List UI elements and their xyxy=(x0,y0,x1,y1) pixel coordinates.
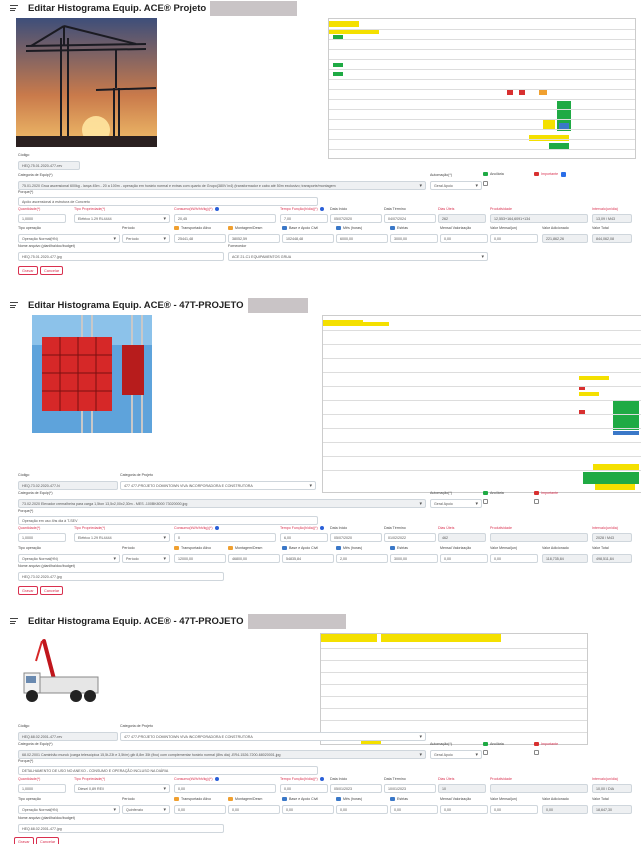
header xyxy=(10,0,297,16)
transportado-label: Transportado Ativo xyxy=(174,226,211,230)
wrench-icon xyxy=(228,797,233,801)
estrias-field[interactable]: 3000,00 xyxy=(390,234,438,243)
ancillary-label: Ancilária xyxy=(483,491,504,495)
automacao-select[interactable]: Geral Apoio ▾ xyxy=(430,181,482,190)
valor-adicionado-label: Valor Adicionado xyxy=(542,226,569,230)
quantidade-label: Quantidade(*) xyxy=(18,526,41,530)
importante-label: Importante xyxy=(534,491,558,495)
estrias-label: Estrias xyxy=(390,546,408,550)
categoria-select[interactable]: 73.02.2020 Elevador cremalheira para carga 1,5ton 13,5x2,00x2,30m - MES -100BK8000 73020000.jpg ▾ xyxy=(18,499,426,508)
budget-spreadsheet-2 xyxy=(322,315,641,493)
importante-icon xyxy=(534,491,539,495)
tipo-operacao-label: Tipo operação xyxy=(18,226,41,230)
porque-label: Porque(*) xyxy=(18,509,34,513)
truck-crane-image xyxy=(16,633,116,717)
montagem-label: Montagem/Desm xyxy=(228,226,262,230)
valor-total-field: 844,062,08 xyxy=(592,234,632,243)
codigo-label: Código xyxy=(18,153,30,157)
mensal-valorizacao-label: Mensal Valorização xyxy=(440,546,472,550)
arquivo-label: Nome arquivo (planilha/doc/budget) xyxy=(18,816,75,820)
ancillary-icon xyxy=(483,491,488,495)
intervalo-field: 2028 / M43 xyxy=(592,533,632,542)
page-title: Editar Histograma Equip. ACE® - 47T-PROJETO xyxy=(28,615,244,627)
redacted-block xyxy=(210,1,297,16)
dias-uteis-field: 262 xyxy=(438,214,486,223)
page-title: Editar Histograma Equip. ACE® Projeto xyxy=(28,2,207,14)
montagem-field[interactable]: 0,00 xyxy=(228,805,280,814)
transportado-label: Transportado Ativo xyxy=(174,797,211,801)
categoria-label: Categoria de Equip(*) xyxy=(18,742,53,746)
porque-label: Porque(*) xyxy=(18,759,34,763)
tempo-funcao-label: Tempo Função(h/dia)(*) xyxy=(280,526,324,530)
importante-checkbox[interactable] xyxy=(561,172,566,177)
tipo-propriedade-label: Tipo Propriedade(*) xyxy=(74,207,106,211)
importante-icon xyxy=(534,172,539,176)
dias-uteis-field: 10 xyxy=(438,784,486,793)
importante-checkbox[interactable] xyxy=(534,750,539,755)
data-inicio-field[interactable]: 05/07/2020 xyxy=(330,214,382,223)
redacted-block xyxy=(248,614,346,629)
mensal-valorizacao-label: Mensal Valorização xyxy=(440,797,472,801)
produtividade-label: Produtividade xyxy=(490,207,512,211)
periodo-select[interactable]: Quinfenzio ▾ xyxy=(122,805,170,814)
wrench-icon xyxy=(228,546,233,550)
tipo-propriedade-select[interactable]: Elétrico 1.29 RL4444 ▾ xyxy=(74,214,170,223)
data-inicio-field[interactable]: 05/07/2020 xyxy=(330,533,382,542)
dias-uteis-label: Dias Úteis xyxy=(438,526,455,530)
calendar-icon xyxy=(390,797,395,801)
data-termino-field[interactable]: 01/02/2022 xyxy=(384,533,436,542)
truck-icon xyxy=(174,226,179,230)
ancillary-icon xyxy=(483,742,488,746)
consumo-label: Consumo(kWh/hh/kg)(*) xyxy=(174,526,219,530)
produtividade-label: Produtividade xyxy=(490,526,512,530)
projeto-label: Categoria de Projeto xyxy=(120,473,153,477)
periodo-select[interactable]: Período ▾ xyxy=(122,234,170,243)
dias-uteis-field: 462 xyxy=(438,533,486,542)
mensal-valorizacao-label: Mensal Valorização xyxy=(440,226,472,230)
arquivo-field[interactable]: HEQ.75.01.2020-477.jpg xyxy=(18,252,224,261)
periodo-label: Período xyxy=(122,226,135,230)
quantidade-label: Quantidade(*) xyxy=(18,207,41,211)
base-apoio-field[interactable]: 54835,84 xyxy=(282,554,334,563)
categoria-select[interactable]: 75.01.2020 Grua ascensional 600kg - lança 45m - 20 a 100m - operação em horário normal e extras com quarto de Grupo(380V in4) (transformador e cabo até 50m exclusivo; transporte/montagem ▾ xyxy=(18,181,426,190)
budget-spreadsheet-3 xyxy=(320,633,588,745)
calendar-icon xyxy=(336,797,341,801)
ancillary-label: Ancilária xyxy=(483,742,504,746)
montagem-field[interactable]: 46800,00 xyxy=(228,554,280,563)
tempo-funcao-label: Tempo Função(h/dia)(*) xyxy=(280,207,324,211)
tipo-operacao-select[interactable]: Operação Normal(HN) ▾ xyxy=(18,805,120,814)
automacao-label: Automação(*) xyxy=(430,173,452,177)
valor-adicionado-label: Valor Adicionado xyxy=(542,797,569,801)
form-panel-1 xyxy=(10,0,636,282)
valor-total-label: Valor Total xyxy=(592,546,609,550)
mes-horas-label: Mês (horas) xyxy=(336,797,362,801)
tempo-funcao-field[interactable]: 6,00 xyxy=(280,533,328,542)
valor-mensal-label: Valor Mensal(un) xyxy=(490,797,518,801)
periodo-label: Período xyxy=(122,546,135,550)
valor-adicionado-field: 221,862,26 xyxy=(542,234,588,243)
importante-label: Importante xyxy=(534,172,558,176)
ancillary-checkbox[interactable] xyxy=(483,181,488,186)
info-icon[interactable] xyxy=(215,526,219,530)
cancel-button[interactable]: Cancelar xyxy=(40,586,63,595)
page-title: Editar Histograma Equip. ACE® - 47T-PROJETO xyxy=(28,299,244,311)
ancillary-label: Ancilária xyxy=(483,172,504,176)
produtividade-field xyxy=(490,533,588,542)
hamburger-menu-icon[interactable] xyxy=(10,5,18,11)
hamburger-menu-icon[interactable] xyxy=(10,302,18,308)
mensal-valorizacao-field[interactable]: 0,00 xyxy=(440,554,488,563)
categoria-label: Categoria de Equip(*) xyxy=(18,491,53,495)
automacao-select[interactable]: Geral Apoio ▾ xyxy=(430,750,482,759)
automacao-label: Automação(*) xyxy=(430,491,452,495)
projeto-select[interactable]: 477 477-PROJETO DOMINTOWN VIVA INCORPORADORA E CONSTRUTORA ▾ xyxy=(120,481,316,490)
valor-total-label: Valor Total xyxy=(592,226,609,230)
periodo-label: Período xyxy=(122,797,135,801)
estrias-field[interactable]: 3000,00 xyxy=(390,554,438,563)
intervalo-field: 13,09 / M43 xyxy=(592,214,632,223)
quantidade-field[interactable]: 1,0000 xyxy=(18,784,66,793)
consumo-label: Consumo(kWh/hh/kg)(*) xyxy=(174,207,219,211)
mensal-valorizacao-field[interactable]: 0,00 xyxy=(440,805,488,814)
crane-image xyxy=(16,18,157,147)
save-button[interactable]: Gravar xyxy=(14,837,34,844)
header xyxy=(10,613,346,629)
info-icon[interactable] xyxy=(320,777,324,781)
tempo-funcao-label: Tempo Função(h/dia)(*) xyxy=(280,777,324,781)
periodo-select[interactable]: Período ▾ xyxy=(122,554,170,563)
arquivo-label: Nome arquivo (planilha/doc/budget) xyxy=(18,564,75,568)
budget-spreadsheet-1 xyxy=(328,18,636,159)
tipo-propriedade-label: Tipo Propriedade(*) xyxy=(74,777,106,781)
importante-checkbox[interactable] xyxy=(534,499,539,504)
base-apoio-field[interactable]: 102448,48 xyxy=(282,234,334,243)
elevator-image xyxy=(32,315,152,433)
data-inicio-label: Data Início xyxy=(330,207,348,211)
mes-horas-label: Mês (horas) xyxy=(336,546,362,550)
transportado-field[interactable]: 25441,48 xyxy=(174,234,226,243)
tipo-operacao-label: Tipo operação xyxy=(18,797,41,801)
codigo-label: Código xyxy=(18,724,30,728)
building-icon xyxy=(282,797,287,801)
truck-icon xyxy=(174,797,179,801)
arquivo-label: Nome arquivo (planilha/doc/budget) xyxy=(18,244,75,248)
base-apoio-label: Base e Apoio Civil xyxy=(282,546,318,550)
info-icon[interactable] xyxy=(320,207,324,211)
quantidade-label: Quantidade(*) xyxy=(18,777,41,781)
tempo-funcao-field[interactable]: 7,00 xyxy=(280,214,328,223)
save-button[interactable]: Gravar xyxy=(18,586,38,595)
transportado-label: Transportado Ativo xyxy=(174,546,211,550)
tipo-propriedade-select[interactable]: Diesel 0,89 RE/l ▾ xyxy=(74,784,170,793)
mes-horas-label: Mês (horas) xyxy=(336,226,362,230)
mes-horas-field[interactable]: 2,00 xyxy=(336,554,388,563)
base-apoio-field[interactable]: 0,00 xyxy=(282,805,334,814)
consumo-field[interactable]: 20,45 xyxy=(174,214,276,223)
dias-uteis-label: Dias Úteis xyxy=(438,777,455,781)
valor-adicionado-field: 0,00 xyxy=(542,805,588,814)
produtividade-label: Produtividade xyxy=(490,777,512,781)
codigo-label: Código xyxy=(18,473,30,477)
equipment-photo-elevator xyxy=(32,315,152,433)
importante-icon xyxy=(534,742,539,746)
consumo-field[interactable]: 0,00 xyxy=(174,784,276,793)
ancillary-checkbox[interactable] xyxy=(483,750,488,755)
categoria-label: Categoria de Equip(*) xyxy=(18,173,53,177)
valor-total-field: 498,511,84 xyxy=(592,554,632,563)
wrench-icon xyxy=(228,226,233,230)
save-button[interactable]: Gravar xyxy=(18,266,38,275)
estrias-label: Estrias xyxy=(390,797,408,801)
tempo-funcao-field[interactable]: 0,00 xyxy=(280,784,328,793)
base-apoio-label: Base e Apoio Civil xyxy=(282,797,318,801)
estrias-field[interactable]: 0,00 xyxy=(390,805,438,814)
equipment-photo-truck xyxy=(16,633,116,717)
consumo-label: Consumo(kWh/hh/kg)(*) xyxy=(174,777,219,781)
projeto-label: Categoria de Projeto xyxy=(120,724,153,728)
data-inicio-label: Data Início xyxy=(330,526,348,530)
redacted-block xyxy=(248,298,308,313)
intervalo-label: Intervalo(un/dia) xyxy=(592,526,618,530)
produtividade-field xyxy=(490,784,588,793)
data-inicio-label: Data Início xyxy=(330,777,348,781)
categoria-select[interactable]: 68.02.2001 Caminhão munck (carga telescópica 15,5t-23t e 3,5t/m) gib 8,8m 35t (fixo) com complementar horário normal (8hs dia) -ER4-1526-7200-68020001.jpg ▾ xyxy=(18,750,426,759)
tipo-operacao-label: Tipo operação xyxy=(18,546,41,550)
cancel-button[interactable]: Cancelar xyxy=(36,837,59,844)
ancillary-icon xyxy=(483,172,488,176)
valor-mensal-field[interactable]: 0,00 xyxy=(490,554,538,563)
base-apoio-label: Base e Apoio Civil xyxy=(282,226,318,230)
tipo-operacao-select[interactable]: Operação Normal(HN) ▾ xyxy=(18,554,120,563)
arquivo-field[interactable]: HEQ.73.02.2020-477.jpg xyxy=(18,572,224,581)
porque-label: Porque(*) xyxy=(18,190,34,194)
consumo-field[interactable]: 0 xyxy=(174,533,276,542)
building-icon xyxy=(282,546,287,550)
info-icon[interactable] xyxy=(320,526,324,530)
porque-field[interactable]: DETALHAMENTO DE USO NO ANEXO - CONSUMO E OPERAÇÃO INCLUSO NA DIÁRIA xyxy=(18,766,318,775)
dias-uteis-label: Dias Úteis xyxy=(438,207,455,211)
ancillary-checkbox[interactable] xyxy=(483,499,488,504)
calendar-icon xyxy=(390,226,395,230)
mes-horas-field[interactable]: 0,00 xyxy=(336,805,388,814)
valor-mensal-label: Valor Mensal(un) xyxy=(490,226,518,230)
valor-mensal-label: Valor Mensal(un) xyxy=(490,546,518,550)
calendar-icon xyxy=(336,546,341,550)
equipment-photo-crane xyxy=(16,18,157,147)
estrias-label: Estrias xyxy=(390,226,408,230)
arquivo-field[interactable]: HEQ.68.02.2001-477.jpg xyxy=(18,824,224,833)
data-termino-field[interactable]: 04/07/2024 xyxy=(384,214,436,223)
valor-total-field: 18,647,30 xyxy=(592,805,632,814)
data-termino-label: Data Término xyxy=(384,777,406,781)
tipo-propriedade-select[interactable]: Elétrico 1.29 RL4444 ▾ xyxy=(74,533,170,542)
automacao-label: Automação(*) xyxy=(430,742,452,746)
mes-horas-field[interactable]: 6000,00 xyxy=(336,234,388,243)
montagem-field[interactable]: 38052,59 xyxy=(228,234,280,243)
produtividade-field: 12,553+164,6091+134 xyxy=(490,214,588,223)
valor-mensal-field[interactable]: 0,00 xyxy=(490,805,538,814)
info-icon[interactable] xyxy=(215,207,219,211)
quantidade-field[interactable]: 1,0000 xyxy=(18,214,66,223)
building-icon xyxy=(282,226,287,230)
hamburger-menu-icon[interactable] xyxy=(10,618,18,624)
porque-field[interactable]: Operação em uso 4hs dia à T-SEV xyxy=(18,516,318,525)
mensal-valorizacao-field[interactable]: 0,00 xyxy=(440,234,488,243)
valor-mensal-field[interactable]: 0,00 xyxy=(490,234,538,243)
intervalo-field: 10,00 / DIA xyxy=(592,784,632,793)
projeto-select[interactable]: 477 477-PROJETO DOMINTOWN VIVA INCORPORADORA E CONSTRUTORA ▾ xyxy=(120,732,426,741)
data-termino-field[interactable]: 10/01/2023 xyxy=(384,784,436,793)
info-icon[interactable] xyxy=(215,777,219,781)
codigo-field[interactable]: HEQ.68.02.2001-477-rev xyxy=(18,732,118,741)
intervalo-label: Intervalo(un/dia) xyxy=(592,207,618,211)
calendar-icon xyxy=(336,226,341,230)
codigo-field[interactable]: HEQ.75.01.2020-477-rev xyxy=(18,161,80,170)
fornecedor-select[interactable]: ACE 21-C1 EQUIPAMENTOS GRUA ▾ xyxy=(228,252,488,261)
transportado-field[interactable]: 0,00 xyxy=(174,805,226,814)
calendar-icon xyxy=(390,546,395,550)
valor-adicionado-label: Valor Adicionado xyxy=(542,546,569,550)
header xyxy=(10,297,308,313)
valor-adicionado-field: 118,735,84 xyxy=(542,554,588,563)
fornecedor-label: Fornecedor xyxy=(228,244,247,248)
montagem-label: Montagem/Desm xyxy=(228,546,262,550)
data-termino-label: Data Término xyxy=(384,207,406,211)
tipo-propriedade-label: Tipo Propriedade(*) xyxy=(74,526,106,530)
truck-icon xyxy=(174,546,179,550)
form-panel-2 xyxy=(10,297,636,599)
automacao-select[interactable]: Geral Apoio ▾ xyxy=(430,499,482,508)
porque-field[interactable]: Apóio ascensional à estrutura de Concreto xyxy=(18,197,318,206)
importante-label: Importante xyxy=(534,742,558,746)
codigo-field[interactable]: HEQ.73.02.2020-477-N xyxy=(18,481,118,490)
data-inicio-field[interactable]: 05/01/2023 xyxy=(330,784,382,793)
intervalo-label: Intervalo(un/dia) xyxy=(592,777,618,781)
montagem-label: Montagem/Desm xyxy=(228,797,262,801)
data-termino-label: Data Término xyxy=(384,526,406,530)
valor-total-label: Valor Total xyxy=(592,797,609,801)
transportado-field[interactable]: 12000,00 xyxy=(174,554,226,563)
quantidade-field[interactable]: 1,0000 xyxy=(18,533,66,542)
tipo-operacao-select[interactable]: Operação Normal(HN) ▾ xyxy=(18,234,120,243)
cancel-button[interactable]: Cancelar xyxy=(40,266,63,275)
form-panel-3 xyxy=(10,613,636,844)
